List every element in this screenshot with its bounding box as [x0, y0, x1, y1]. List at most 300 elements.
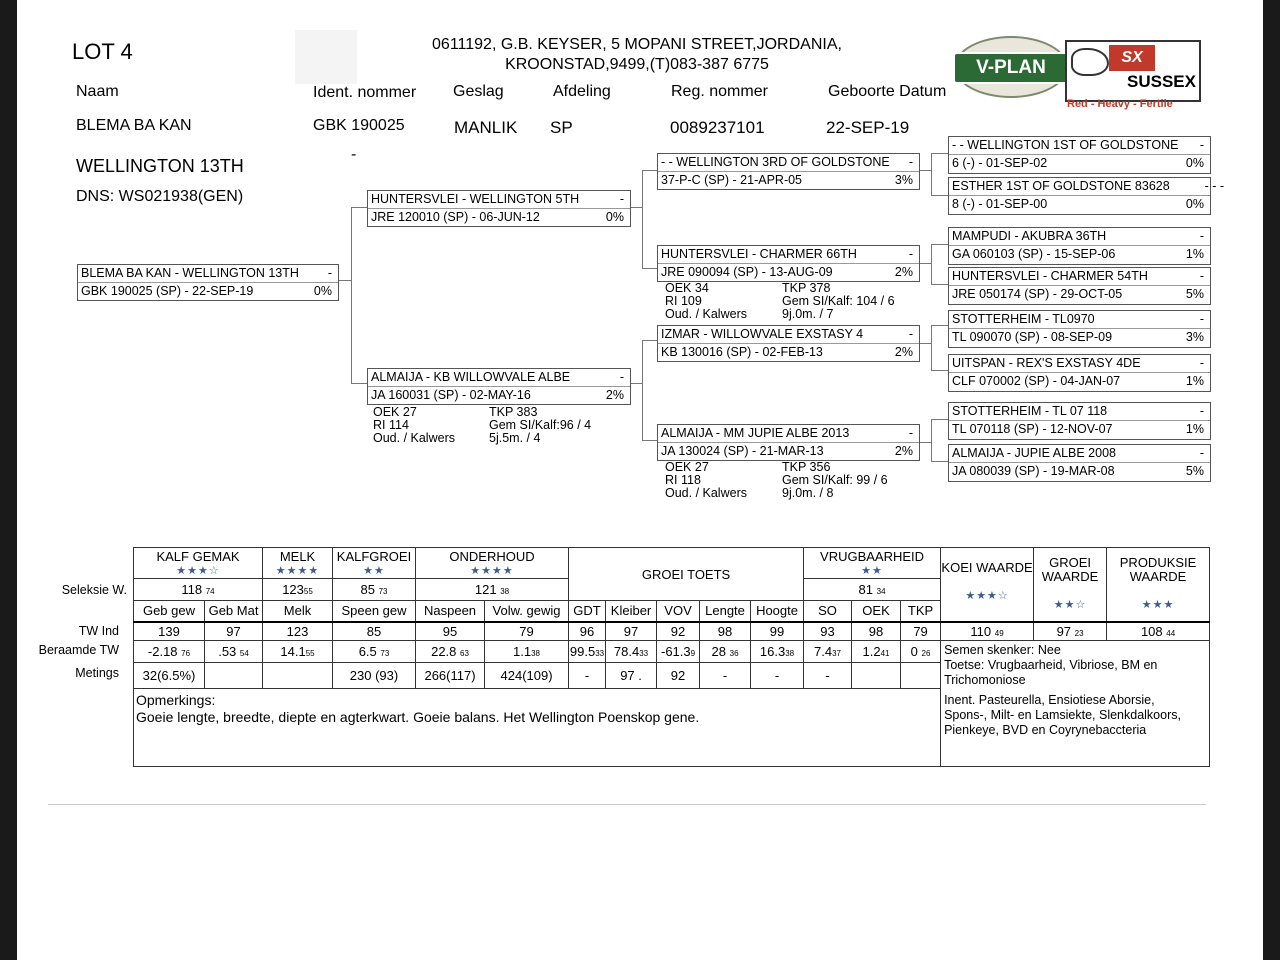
sussex-tagline: Red - Heavy - Fertile [1067, 98, 1173, 110]
pedigree-pct: 0% [1185, 197, 1204, 211]
pedigree-subject [77, 264, 339, 301]
row-label-beraamde: Beraamde TW [38, 643, 119, 657]
header-reg: Reg. nommer [671, 83, 768, 100]
group-koei-label: KOEI WAARDE [941, 560, 1033, 576]
col-gdt: GDT [569, 601, 606, 622]
vrug-rating-stars-icon: ★★ [861, 565, 883, 577]
pedigree-pct: 1% [1185, 247, 1204, 261]
sel-value: 123 [282, 582, 304, 597]
group-groei-label: GROEI WAARDE [1041, 555, 1099, 585]
pedigree-line [931, 284, 948, 285]
ber-value: 78.4 [613, 644, 640, 659]
stat-tkp: TKP 356 [782, 460, 831, 474]
pedigree-name: HUNTERSVLEI - CHARMER 54TH [952, 269, 1148, 283]
pedigree-name: STOTTERHEIM - TL0970 [952, 312, 1095, 326]
col-naspeen: Naspeen [416, 601, 485, 622]
pedigree-pct: 5% [1185, 464, 1204, 478]
pedigree-ddd [948, 444, 1211, 482]
catalog-page [17, 0, 1263, 960]
stat-oek: OEK 27 [373, 405, 417, 419]
sel-acc: 74 [205, 587, 215, 596]
stats-sire-dam-right [782, 282, 895, 321]
col-vov: VOV [657, 601, 700, 622]
stat-age: 9j.0m. / 7 [782, 307, 834, 321]
ber-cell [751, 641, 804, 663]
pedigree-mark: - [908, 426, 913, 440]
opmerkings-text: Goeie lengte, breedte, diepte en agterkwart. Goeie balans. Het Wellington Poenskop gene. [136, 709, 700, 725]
pedigree-pct: 0% [1185, 156, 1204, 170]
header-naam: Naam [76, 83, 119, 100]
stat-gem: Gem SI/Kalf:96 / 4 [489, 418, 592, 432]
pedigree-mark: - [1199, 229, 1204, 243]
stat-tkp: TKP 378 [782, 281, 831, 295]
opmerkings-cell [134, 689, 941, 767]
inent-line3: Pienkeye, BVD en Coyrynebaccteria [944, 723, 1147, 737]
col-oek: OEK [852, 601, 901, 622]
pedigree-dam-sire [657, 325, 920, 362]
col-geb-mat: Geb Mat [205, 601, 263, 622]
sel-kalf [134, 579, 263, 601]
tw-acc: 49 [994, 628, 1004, 638]
ber-value: 1.2 [862, 644, 881, 659]
tw-groei [1034, 622, 1107, 641]
tw-value: 108 [1140, 623, 1163, 639]
ber-value: 28 [711, 644, 726, 659]
sussex-badge: SX [1109, 45, 1155, 71]
pedigree-name: - - WELLINGTON 3RD OF GOLDSTONE [661, 155, 890, 169]
group-produksie [1107, 548, 1210, 622]
group-header-row [134, 548, 1210, 579]
met-cell [852, 663, 901, 689]
pedigree-name: MAMPUDI - AKUBRA 36TH [952, 229, 1107, 243]
pedigree-pct: 1% [1185, 374, 1204, 388]
sussex-logo-text: SUSSEX [1127, 72, 1196, 91]
group-onderhoud-label: ONDERHOUD [449, 549, 535, 564]
pedigree-name: IZMAR - WILLOWVALE EXSTASY 4 [661, 327, 864, 341]
sel-melk [263, 579, 333, 601]
stat-ri: RI 114 [373, 418, 409, 432]
stats-dam-right [489, 406, 591, 445]
pedigree-info: JRE 120010 (SP) - 06-JUN-12 [371, 210, 540, 224]
groei-rating-stars-icon: ★★☆ [1053, 599, 1087, 612]
stat-oud: Oud. / Kalwers [665, 307, 747, 321]
pedigree-line [931, 244, 932, 284]
pedigree-line [351, 207, 352, 383]
header-geslag: Geslag [453, 83, 504, 100]
ber-acc: 38 [785, 649, 795, 658]
pedigree-name: UITSPAN - REX'S EXSTASY 4DE [952, 356, 1141, 370]
produksie-rating-stars-icon: ★★★ [1141, 599, 1175, 612]
stat-gem: Gem SI/Kalf: 104 / 6 [782, 294, 895, 308]
pedigree-dam-dam [657, 424, 920, 461]
ber-acc: 38 [531, 649, 541, 658]
stats-dam-dam [665, 461, 747, 500]
group-kalfgroei [333, 548, 416, 579]
sel-value: 85 [360, 582, 375, 597]
ber-acc: 76 [181, 649, 191, 658]
tw-cell: 79 [901, 622, 941, 641]
kalf-rating-stars-icon: ★★★☆ [176, 565, 220, 577]
tw-cell: 98 [700, 622, 751, 641]
ber-cell [485, 641, 569, 663]
met-cell: 230 (93) [333, 663, 416, 689]
lot-number: LOT 4 [72, 39, 133, 64]
animal-dns: DNS: WS021938(GEN) [76, 188, 244, 205]
col-hoogte: Hoogte [751, 601, 804, 622]
met-cell: 32(6.5%) [134, 663, 205, 689]
pedigree-sire-dam [657, 245, 920, 282]
pedigree-pct: 2% [894, 444, 913, 458]
ber-acc: 73 [380, 649, 390, 658]
sel-kalfgroei [333, 579, 416, 601]
pedigree-mark: - [1199, 356, 1204, 370]
ber-cell [416, 641, 485, 663]
pedigree-line [931, 461, 948, 462]
ber-cell [700, 641, 751, 663]
group-groeitoets: GROEI TOETS [569, 548, 804, 601]
pedigree-name: ALMAIJA - JUPIE ALBE 2008 [952, 446, 1116, 460]
col-tkp: TKP [901, 601, 941, 622]
group-koei [941, 548, 1034, 622]
ber-cell [901, 641, 941, 663]
pedigree-line [642, 170, 643, 268]
sel-onderhoud [416, 579, 569, 601]
row-label-seleksie: Seleksie W. [61, 583, 127, 597]
stat-ri: RI 118 [665, 473, 701, 487]
pedigree-line [351, 207, 367, 208]
toetse-line1: Toetse: Vrugbaarheid, Vibriose, BM en [944, 658, 1158, 672]
ber-acc: 9 [690, 649, 696, 658]
header-geboorte: Geboorte Datum [828, 83, 947, 100]
pedigree-sss [948, 136, 1211, 174]
col-so: SO [804, 601, 852, 622]
pedigree-name: HUNTERSVLEI - WELLINGTON 5TH [371, 192, 580, 206]
ber-cell [569, 641, 606, 663]
ber-cell [263, 641, 333, 663]
ber-acc: 37 [832, 649, 842, 658]
beraamde-row [134, 641, 1210, 663]
met-cell: 97 . [606, 663, 657, 689]
animal-name: WELLINGTON 13TH [76, 156, 244, 176]
met-cell: - [569, 663, 606, 689]
animal-ident: GBK 190025 [313, 117, 405, 134]
met-cell: 424(109) [485, 663, 569, 689]
stats-sire-dam [665, 282, 747, 321]
stat-oud: Oud. / Kalwers [373, 431, 455, 445]
ber-value: 0 [910, 644, 918, 659]
ber-cell [804, 641, 852, 663]
tw-cell: 97 [205, 622, 263, 641]
header-ident: Ident. nommer [313, 84, 417, 101]
stat-oud: Oud. / Kalwers [665, 486, 747, 500]
pedigree-mark: - [1199, 269, 1204, 283]
ber-value: -2.18 [147, 644, 178, 659]
inent-line1: Inent. Pasteurella, Ensiotiese Aborsie, [944, 693, 1155, 707]
tw-produksie [1107, 622, 1210, 641]
ber-value: 22.8 [431, 644, 457, 659]
ber-value: 6.5 [358, 644, 377, 659]
ber-acc: 26 [921, 649, 931, 658]
pedigree-line [931, 153, 932, 195]
pedigree-info: JA 160031 (SP) - 02-MAY-16 [371, 388, 531, 402]
pedigree-info: TL 090070 (SP) - 08-SEP-09 [952, 330, 1113, 344]
tw-cell: 85 [333, 622, 416, 641]
pedigree-line [351, 383, 367, 384]
tw-value: 97 [1056, 623, 1072, 639]
col-lengte: Lengte [700, 601, 751, 622]
pedigree-line [931, 244, 948, 245]
pedigree-info: TL 070118 (SP) - 12-NOV-07 [952, 422, 1113, 436]
pedigree-line [931, 325, 948, 326]
col-volw-gewig: Volw. gewig [485, 601, 569, 622]
tw-cell: 123 [263, 622, 333, 641]
pedigree-line [931, 370, 948, 371]
tw-koei [941, 622, 1034, 641]
pedigree-mark: - [327, 266, 332, 280]
stat-tkp: TKP 383 [489, 405, 538, 419]
met-cell: - [751, 663, 804, 689]
pedigree-dds [948, 402, 1211, 440]
page-divider [48, 804, 1206, 805]
pedigree-line [642, 340, 657, 341]
ber-cell [205, 641, 263, 663]
tw-cell: 79 [485, 622, 569, 641]
group-kalfgroei-label: KALFGROEI [336, 549, 412, 564]
group-onderhoud [416, 548, 569, 579]
stat-age: 9j.0m. / 8 [782, 486, 834, 500]
met-cell: - [804, 663, 852, 689]
group-groei [1034, 548, 1107, 622]
tw-acc: 23 [1074, 628, 1084, 638]
met-cell: - [700, 663, 751, 689]
tw-cell: 95 [416, 622, 485, 641]
stat-ri: RI 109 [665, 294, 702, 308]
kalfgroei-rating-stars-icon: ★★ [363, 565, 385, 577]
pedigree-line [642, 440, 657, 441]
sel-value: 81 [858, 582, 874, 597]
animal-ident-dash: - [351, 146, 357, 163]
pedigree-pct: 2% [894, 265, 913, 279]
tw-acc: 44 [1166, 628, 1176, 638]
pedigree-info: CLF 070002 (SP) - 04-JAN-07 [952, 374, 1121, 388]
pedigree-sdd [948, 267, 1211, 305]
animal-geslag: MANLIK [454, 118, 518, 137]
ber-cell [657, 641, 700, 663]
ber-acc: 55 [305, 649, 315, 658]
stat-age: 5j.5m. / 4 [489, 431, 541, 445]
pedigree-mark: - [1199, 138, 1204, 152]
pedigree-mark: - [908, 327, 913, 341]
group-vrug [804, 548, 941, 579]
bull-head-icon [1071, 48, 1109, 76]
pedigree-ssd [948, 177, 1224, 215]
breeder-line1: 0611192, G.B. KEYSER, 5 MOPANI STREET,JORDANIA, [432, 36, 842, 53]
ber-cell [606, 641, 657, 663]
ber-value: .53 [218, 644, 237, 659]
pedigree-line [931, 419, 932, 461]
pedigree-info: JA 130024 (SP) - 21-MAR-13 [661, 444, 824, 458]
col-geb-gew: Geb gew [134, 601, 205, 622]
opmerkings-label: Opmerkings: [136, 692, 216, 708]
pedigree-info: JRE 090094 (SP) - 13-AUG-09 [661, 265, 833, 279]
animal-afdeling: SP [550, 118, 573, 137]
pedigree-pct: 0% [313, 284, 332, 298]
sel-acc: 38 [500, 587, 510, 596]
animal-reg: 0089237101 [670, 118, 765, 137]
ber-value: -61.3 [660, 644, 691, 659]
koei-rating-stars-icon: ★★★☆ [965, 590, 1009, 603]
tw-cell: 97 [606, 622, 657, 641]
group-kalf [134, 548, 263, 579]
pedigree-dsd [948, 354, 1211, 392]
met-cell: 92 [657, 663, 700, 689]
pedigree-mark: - [1199, 312, 1204, 326]
pedigree-info: JRE 050174 (SP) - 29-OCT-05 [952, 287, 1123, 301]
ber-acc: 33 [639, 649, 649, 658]
pedigree-mark: - [908, 155, 913, 169]
pedigree-line [642, 170, 657, 171]
animal-geboorte: 22-SEP-19 [826, 118, 910, 137]
pedigree-name: BLEMA BA KAN - WELLINGTON 13TH [81, 266, 299, 280]
sel-acc: 73 [378, 587, 388, 596]
pedigree-name: ALMAIJA - KB WILLOWVALE ALBE [371, 370, 571, 384]
pedigree-sire [367, 190, 631, 227]
tw-cell: 93 [804, 622, 852, 641]
stat-oek: OEK 34 [665, 281, 709, 295]
pedigree-name: STOTTERHEIM - TL 07 118 [952, 404, 1108, 418]
melk-rating-stars-icon: ★★★★ [275, 565, 320, 577]
pedigree-pct: 3% [1185, 330, 1204, 344]
toetse-line2: Trichomoniose [944, 673, 1026, 687]
ber-acc: 41 [880, 649, 890, 658]
ber-value: 7.4 [814, 644, 833, 659]
ber-value: 14.1 [280, 644, 306, 659]
ber-cell [134, 641, 205, 663]
pedigree-info: 8 (-) - 01-SEP-00 [952, 197, 1048, 211]
remarks-side-panel [941, 641, 1210, 767]
group-vrug-label: VRUGBAARHEID [820, 549, 925, 564]
pedigree-line [931, 153, 948, 154]
pedigree-name: ALMAIJA - MM JUPIE ALBE 2013 [661, 426, 850, 440]
pedigree-mark: - [619, 370, 624, 384]
sel-acc: 55 [303, 587, 313, 596]
vplan-logo-text: V-PLAN [953, 52, 1069, 84]
pedigree-pct: 5% [1185, 287, 1204, 301]
pedigree-line [931, 195, 948, 196]
pedigree-dam [367, 368, 631, 405]
pedigree-line [931, 325, 932, 370]
stat-oek: OEK 27 [665, 460, 709, 474]
pedigree-line [931, 419, 948, 420]
ber-cell [333, 641, 416, 663]
semen-skenker: Semen skenker: Nee [944, 643, 1061, 657]
pedigree-info: 6 (-) - 01-SEP-02 [952, 156, 1048, 170]
pedigree-line [338, 280, 352, 281]
pedigree-line [642, 268, 657, 269]
col-speen-gew: Speen gew [333, 601, 416, 622]
blank-photo [295, 30, 357, 84]
group-melk-label: MELK [279, 549, 316, 564]
animal-naam: BLEMA BA KAN [76, 117, 192, 134]
ber-acc: 33 [595, 649, 605, 658]
pedigree-pct: 1% [1185, 422, 1204, 436]
pedigree-mark: - [908, 247, 913, 261]
col-melk: Melk [263, 601, 333, 622]
stats-dam-dam-right [782, 461, 888, 500]
pedigree-pct: 2% [605, 388, 624, 402]
ber-value: 1.1 [513, 644, 532, 659]
pedigree-mark: - - - [1204, 179, 1224, 193]
pedigree-mark: - [1199, 446, 1204, 460]
pedigree-info: KB 130016 (SP) - 02-FEB-13 [661, 345, 823, 359]
ber-acc: 36 [729, 649, 739, 658]
pedigree-info: 37-P-C (SP) - 21-APR-05 [661, 173, 803, 187]
tw-cell: 99 [751, 622, 804, 641]
pedigree-mark: - [619, 192, 624, 206]
inent-line2: Spons-, Milt- en Lamsiekte, Slenkdalkoors, [944, 708, 1181, 722]
stats-dam [373, 406, 455, 445]
ber-cell [852, 641, 901, 663]
stat-gem: Gem SI/Kalf: 99 / 6 [782, 473, 888, 487]
met-cell [205, 663, 263, 689]
tw-cell: 92 [657, 622, 700, 641]
met-cell [263, 663, 333, 689]
sel-acc: 34 [876, 587, 886, 596]
met-cell: 266(117) [416, 663, 485, 689]
pedigree-sds [948, 227, 1211, 265]
sel-vrug [804, 579, 941, 601]
group-kalf-label: KALF GEMAK [156, 549, 240, 564]
col-kleiber: Kleiber [606, 601, 657, 622]
sel-value: 121 [474, 582, 497, 597]
pedigree-mark: - [1199, 404, 1204, 418]
pedigree-pct: 0% [605, 210, 624, 224]
pedigree-sire-sire [657, 153, 920, 190]
pedigree-name: ESTHER 1ST OF GOLDSTONE 83628 [952, 179, 1170, 193]
pedigree-name: - - WELLINGTON 1ST OF GOLDSTONE [952, 138, 1179, 152]
ber-acc: 63 [460, 649, 469, 658]
sel-value: 118 [181, 582, 203, 597]
pedigree-info: GBK 190025 (SP) - 22-SEP-19 [81, 284, 254, 298]
tw-value: 110 [970, 623, 992, 639]
vplan-logo [954, 36, 1068, 98]
breeder-line2: KROONSTAD,9499,(T)083-387 6775 [505, 56, 769, 73]
tw-cell: 139 [134, 622, 205, 641]
header-afdeling: Afdeling [553, 83, 611, 100]
pedigree-dss [948, 310, 1211, 348]
ber-value: 16.3 [759, 644, 786, 659]
met-cell [901, 663, 941, 689]
row-label-tw: TW Ind [78, 624, 119, 638]
tw-cell: 98 [852, 622, 901, 641]
group-melk [263, 548, 333, 579]
tw-cell: 96 [569, 622, 606, 641]
onderhoud-rating-stars-icon: ★★★★ [470, 565, 514, 577]
breeder-address [357, 35, 917, 75]
group-produksie-label: PRODUKSIE WAARDE [1119, 555, 1197, 585]
pedigree-pct: 2% [894, 345, 913, 359]
pedigree-info: GA 060103 (SP) - 15-SEP-06 [952, 247, 1116, 261]
ber-value: 99.5 [569, 644, 596, 659]
pedigree-name: HUNTERSVLEI - CHARMER 66TH [661, 247, 857, 261]
ber-acc: 54 [239, 649, 249, 658]
pedigree-info: JA 080039 (SP) - 19-MAR-08 [952, 464, 1115, 478]
pedigree-pct: 3% [894, 173, 913, 187]
pedigree-line [642, 340, 643, 440]
tw-row [134, 622, 1210, 641]
sussex-logo [1065, 40, 1201, 102]
row-label-metings: Metings [75, 666, 119, 680]
